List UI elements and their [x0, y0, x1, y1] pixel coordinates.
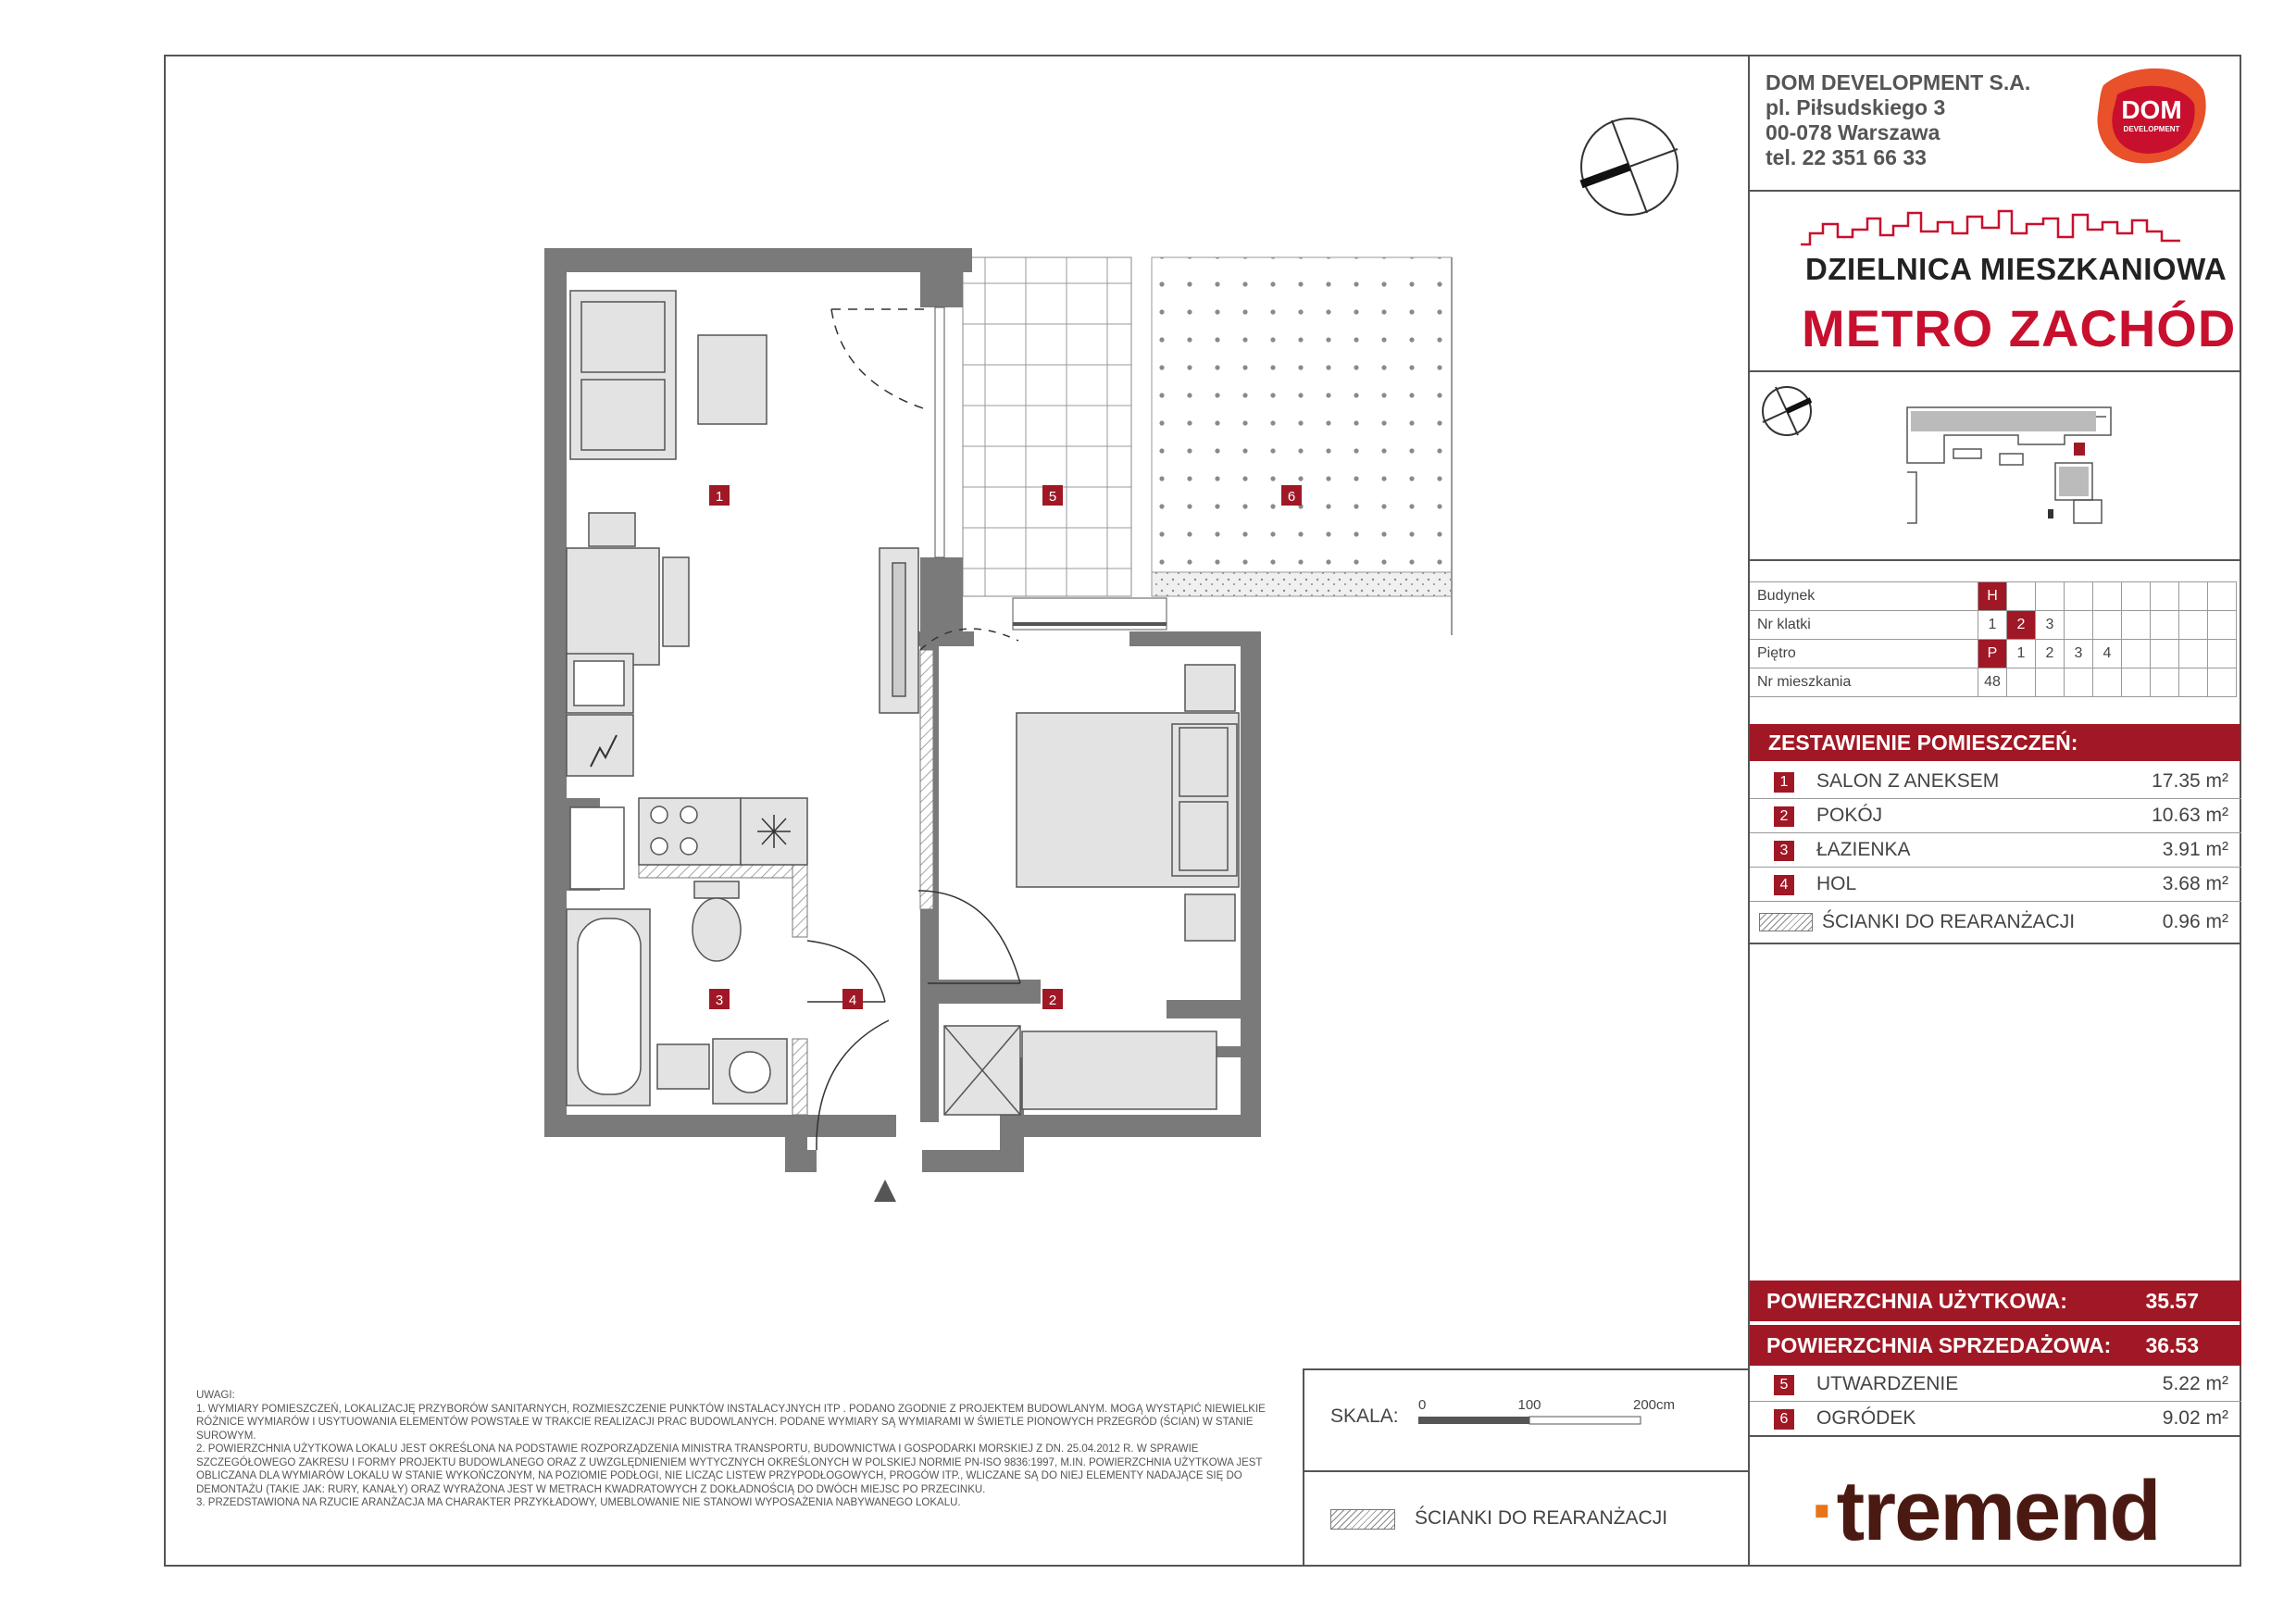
skyline-graphic [1801, 206, 2180, 254]
garden-gravel [1152, 572, 1452, 596]
plan-label-4: 4 [848, 993, 857, 1008]
company-phone: tel. 22 351 66 33 [1766, 145, 1927, 169]
divider [1748, 559, 2241, 561]
hatch-swatch [1759, 913, 1813, 931]
room-area: 10.63 m² [2152, 805, 2228, 826]
divider [1303, 1368, 1304, 1567]
label-budynek: Budynek [1750, 582, 1978, 611]
garden-area [1152, 257, 1452, 572]
label-pietro: Piętro [1750, 640, 1978, 668]
extra-area: 9.02 m² [2162, 1407, 2228, 1429]
scale-bar [1415, 1396, 1692, 1433]
company-name: DOM DEVELOPMENT S.A. [1766, 70, 2031, 94]
room-area: 3.91 m² [2162, 839, 2228, 860]
scale-label: SKALA: [1330, 1405, 1399, 1427]
brand-accent: · [1810, 1464, 1837, 1558]
room-row [1750, 799, 2241, 833]
room-area: 3.68 m² [2162, 873, 2228, 894]
plan-label-2: 2 [1048, 993, 1057, 1008]
divider [1748, 370, 2241, 372]
sale-area-bar [1750, 1325, 2241, 1366]
compass-small-icon [1759, 383, 1815, 439]
scale-tick-100: 100 [1517, 1397, 1541, 1413]
row-budynek: Budynek H [1750, 582, 2237, 611]
scale-tick-0: 0 [1418, 1397, 1427, 1413]
room-number: 4 [1774, 875, 1794, 895]
company-city: 00-078 Warszawa [1766, 120, 1940, 144]
room-number: 3 [1774, 841, 1794, 861]
room-number: 2 [1774, 806, 1794, 827]
notes-block [196, 1389, 1284, 1510]
site-plan-map [1889, 398, 2129, 532]
company-block [1766, 70, 2030, 170]
divider [1748, 190, 2241, 192]
row-klatka: Nr klatki 1 2 3 [1750, 611, 2237, 640]
room-name: HOL [1816, 873, 1857, 894]
project-subtitle: DZIELNICA MIESZKANIOWA [1805, 252, 2227, 286]
rooms-header: ZESTAWIENIE POMIESZCZEŃ: [1750, 724, 2240, 761]
plan-label-1: 1 [715, 489, 724, 505]
tremend-logo [1810, 1463, 2160, 1560]
room-row [1750, 868, 2241, 902]
floor-plan [537, 243, 1481, 1215]
extra-area: 5.22 m² [2162, 1373, 2228, 1394]
note-2: 2. POWIERZCHNIA UŻYTKOWA LOKALU JEST OKREŚLONA NA PODSTAWIE ROZPORZĄDZENIA MINISTRA TRANSPORTU, BUDOWNICTWA I GOSPODARKI MORSKIEJ Z DN. 25.04.2012 R. W SPRAWIE SZCZEGÓŁOWEGO ZAKRESU I FORMY PROJEKTU BUDOWLANEGO ORAZ Z UWZGLĘDNIENIEM WYTYCZNYCH OKREŚLONYCH W POLSKIEJ NORMIE PN-ISO 9836:1997, M.IN. POWIERZCHNIA UŻYTKOWA JEST OBLICZANA DLA WYMIARÓW LOKALU W STANIE WYKOŃCZONYM, NA POZIOMIE PODŁOGI, NIE LICZĄC LISTEW PRZYPODŁOGOWYCH, PROGÓW ITP., WLICZANE SĄ DO NIEJ ELEMENTY NADAJĄCE SIĘ DO DEMONTAŻU (TAKIE JAK: RURY, KANAŁY) ORAZ WYRAŻONA JEST W METRACH KWADRATOWYCH Z DOKŁADNOŚCIĄ DO DWÓCH MIEJSC PO PRZECINKU. [196, 1443, 1263, 1495]
plan-label-5: 5 [1048, 489, 1057, 505]
room-number: 1 [1774, 772, 1794, 793]
rearrangement-wall [792, 1039, 807, 1115]
project-title: METRO ZACHÓD [1802, 299, 2237, 357]
divider [1304, 1368, 1750, 1370]
window-glass [935, 307, 944, 557]
rearrangement-wall [920, 650, 933, 909]
terrace-tiles [963, 257, 1131, 596]
extra-number: 6 [1774, 1409, 1794, 1430]
sale-area-value: 36.53 [2145, 1333, 2199, 1357]
extra-name: OGRÓDEK [1816, 1407, 1916, 1429]
divider [1304, 1470, 1750, 1472]
room-area: 17.35 m² [2152, 770, 2228, 792]
notes-title: UWAGI: [196, 1390, 235, 1401]
rearrangement-name: ŚCIANKI DO REARANŻACJI [1822, 911, 2076, 932]
compass-icon [1578, 116, 1680, 218]
room-row [1750, 833, 2241, 868]
rearrangement-row [1750, 902, 2241, 944]
scale-tick-200: 200cm [1633, 1397, 1676, 1413]
rearrangement-wall [792, 863, 807, 937]
usable-area-value: 35.57 [2145, 1289, 2199, 1313]
label-klatka: Nr klatki [1750, 611, 1978, 640]
room-name: ŁAZIENKA [1816, 839, 1911, 860]
row-pietro: Piętro P 1 2 3 4 [1750, 640, 2237, 668]
extra-row [1750, 1368, 2241, 1402]
note-3: 3. PRZEDSTAWIONA NA RZUCIE ARANŻACJA MA CHARAKTER PRZYKŁADOWY, UMEBLOWANIE NIE STANOWI WYPOSAŻENIA NABYWANEGO LOKALU. [196, 1497, 961, 1508]
entrance-arrow-icon [874, 1180, 896, 1202]
legend-hatch-swatch [1330, 1509, 1395, 1530]
rearrangement-area: 0.96 m² [2162, 911, 2228, 932]
room-name: POKÓJ [1816, 805, 1883, 826]
logo-subtext: DEVELOPMENT [2123, 125, 2180, 133]
usable-area-label: POWIERZCHNIA UŻYTKOWA: [1766, 1289, 2067, 1313]
extra-name: UTWARDZENIE [1816, 1373, 1959, 1394]
brand-text: tremend [1836, 1464, 2160, 1558]
legend-hatch-label: ŚCIANKI DO REARANŻACJI [1415, 1507, 1668, 1529]
extra-number: 5 [1774, 1375, 1794, 1395]
note-1: 1. WYMIARY POMIESZCZEŃ, LOKALIZACJĘ PRZYBORÓW SANITARNYCH, ROZMIESZCZENIE PUNKTÓW INSTALACYJNYCH ITP . PODANO ZGODNIE Z PROJEKTEM BUDOWLANYM. MOGĄ WYSTĄPIĆ NIEWIELKIE RÓŻNICE WYMIARÓW I USYTUOWANIA ELEMENTÓW POWSTAŁE W TRAKCIE REALIZACJI PRAC BUDOWLANYCH. PODANE WYMIARY SĄ WYMIARAMI W ŚWIETLE PIONOWYCH PRZEGRÓD (ŚCIAN) W STANIE SUROWYM. [196, 1403, 1266, 1442]
plan-label-6: 6 [1287, 489, 1296, 505]
sale-area-label: POWIERZCHNIA SPRZEDAŻOWA: [1766, 1333, 2112, 1357]
dom-development-logo [2094, 67, 2209, 167]
extra-row [1750, 1402, 2241, 1437]
sink-icon [757, 815, 791, 848]
room-name: SALON Z ANEKSEM [1816, 770, 2000, 792]
company-address: pl. Piłsudskiego 3 [1766, 95, 1946, 119]
logo-text: DOM [2121, 95, 2182, 124]
row-mieszkanie: Nr mieszkania 48 [1750, 668, 2237, 697]
usable-area-bar [1750, 1280, 2241, 1321]
plan-label-3: 3 [715, 993, 724, 1008]
building-info-table [1750, 581, 2237, 697]
label-mieszkanie: Nr mieszkania [1750, 668, 1978, 697]
room-row [1750, 765, 2241, 799]
